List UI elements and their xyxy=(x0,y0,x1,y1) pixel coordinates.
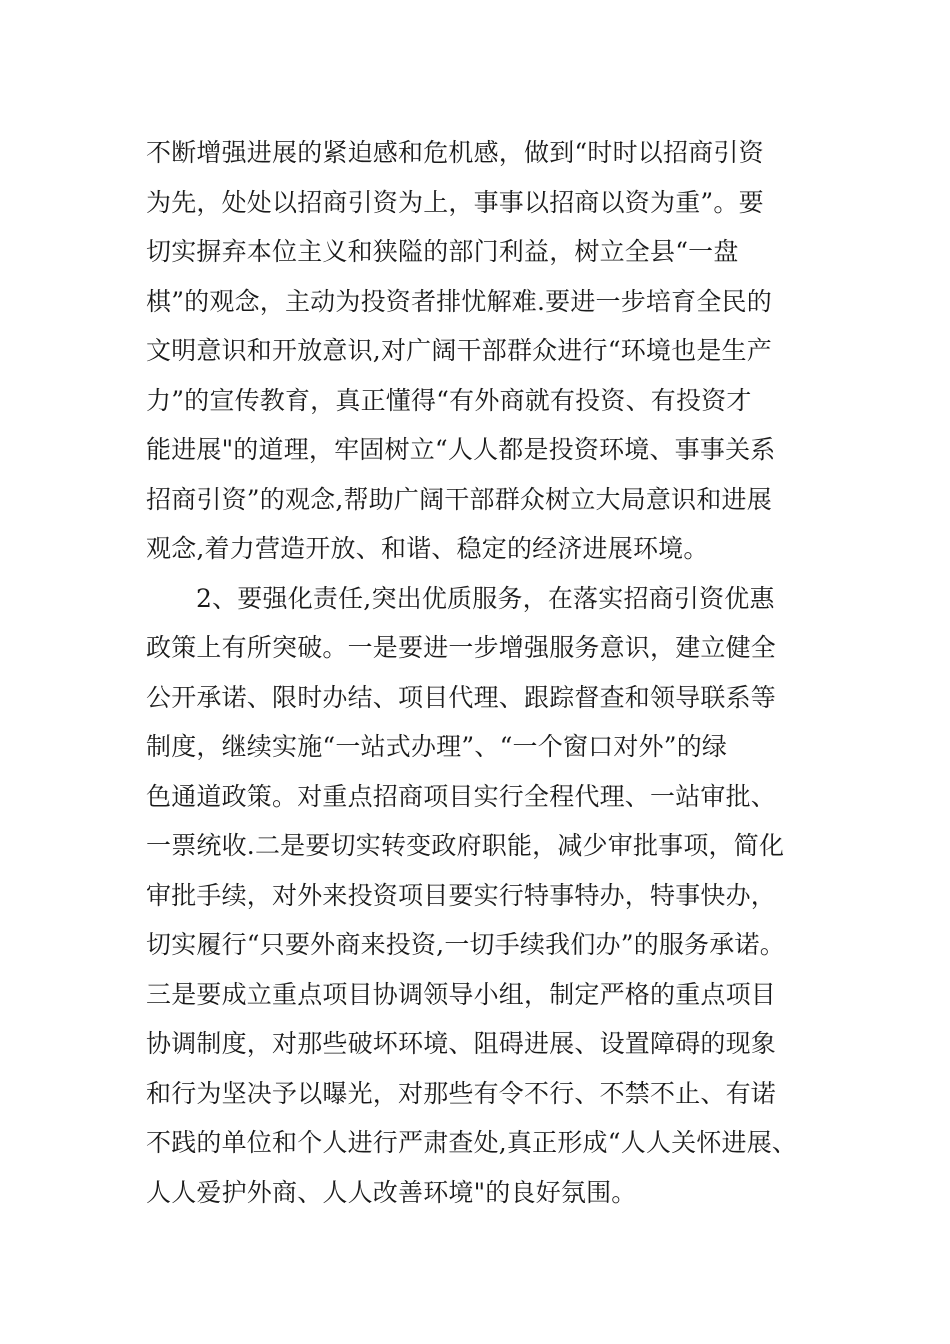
text-line: 切实摒弃本位主义和狭隘的部门利益，树立全县“一盘 xyxy=(146,237,739,266)
text-line: 一票统收.二是要切实转变政府职能，减少审批事项，简化 xyxy=(146,831,785,860)
text-line: 人人爱护外商、人人改善环境"的良好氛围。 xyxy=(146,1177,637,1207)
document-body xyxy=(146,128,826,1217)
text-line: 不断增强进展的紧迫感和危机感，做到“时时以招商引资 xyxy=(146,138,764,167)
text-line: 能进展"的道理，牢固树立“人人都是投资环境、事事关系 xyxy=(146,435,776,464)
text-line: 三是要成立重点项目协调领导小组，制定严格的重点项目 xyxy=(146,979,777,1009)
text-line: 为先，处处以招商引资为上，事事以招商以资为重”。要 xyxy=(146,187,764,217)
text-line: 和行为坚决予以曝光，对那些有令不行、不禁不止、有诺 xyxy=(146,1078,777,1108)
text-line: 政策上有所突破。一是要进一步增强服务意识，建立健全 xyxy=(146,633,777,662)
text-line: 2、要强化责任,突出优质服务，在落实招商引资优惠 xyxy=(196,583,775,613)
text-line: 切实履行“只要外商来投资,一切手续我们办”的服务承诺。 xyxy=(146,930,785,959)
text-line: 观念,着力营造开放、和谐、稳定的经济进展环境。 xyxy=(146,534,709,563)
text-line: 色通道政策。对重点招商项目实行全程代理、一站审批、 xyxy=(146,781,777,811)
text-line: 棋”的观念，主动为投资者排忧解难.要进一步培育全民的 xyxy=(146,286,772,316)
text-line: 力”的宣传教育，真正懂得“有外商就有投资、有投资才 xyxy=(146,385,752,415)
text-line: 招商引资”的观念,帮助广阔干部群众树立大局意识和进展 xyxy=(146,484,772,514)
text-line: 文明意识和开放意识,对广阔干部群众进行“环境也是生产 xyxy=(146,336,772,365)
text-line: 审批手续，对外来投资项目要实行特事特办，特事快办， xyxy=(146,880,777,910)
text-line: 不践的单位和个人进行严肃查处,真正形成“人人关怀进展、 xyxy=(146,1128,798,1157)
text-line: 协调制度，对那些破坏环境、阻碍进展、设置障碍的现象 xyxy=(146,1029,777,1058)
text-line: 公开承诺、限时办结、项目代理、跟踪督查和领导联系等 xyxy=(146,682,777,712)
text-line: 制度，继续实施“一站式办理”、“一个窗口对外”的绿 xyxy=(146,732,728,761)
